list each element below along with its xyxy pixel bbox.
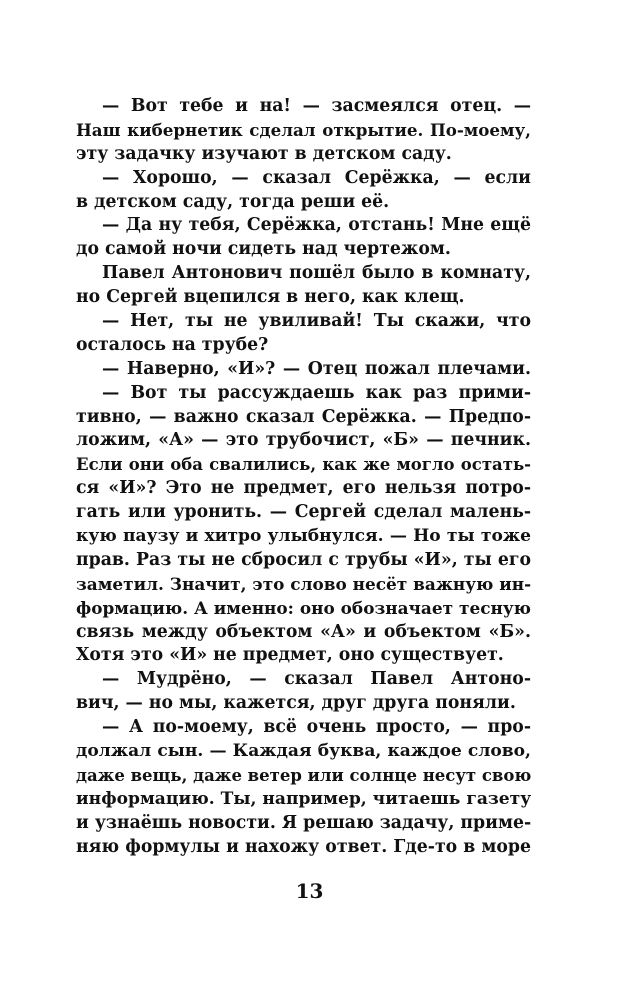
body-text [76, 95, 531, 860]
text-line: — А по-моему, всё очень просто, — про- [102, 717, 531, 738]
text-line: ся «И»? Это не предмет, его нельзя потро- [76, 478, 531, 499]
text-line: — Нет, ты не увиливай! Ты скажи, что [102, 311, 531, 332]
text-line: вич, — но мы, кажется, друг друга поняли. [76, 693, 516, 714]
text-line: кую паузу и хитро улыбнулся. — Но ты тоже [76, 526, 531, 547]
text-line: — Вот тебе и на! — засмеялся отец. — [102, 96, 531, 116]
text-line: Если они оба свалились, как же могло остать- [76, 455, 531, 475]
page-number: 13 [295, 879, 324, 903]
text-line: — Наверно, «И»? — Отец пожал плечами. [102, 358, 531, 379]
text-line: Хотя это «И» не предмет, оно существует. [76, 645, 504, 666]
text-line: няю формулы и нахожу ответ. Где-то в море [76, 836, 531, 857]
text-line: — Хорошо, — сказал Серёжка, — если [102, 167, 531, 188]
text-line: информацию. Ты, например, читаешь газету [76, 788, 532, 809]
text-line: но Сергей вцепился в него, как клещ. [76, 287, 465, 308]
text-line: ложим, «А» — это трубочист, «Б» — печник. [76, 430, 531, 451]
text-line: — Мудрёно, — сказал Павел Антоно- [102, 669, 531, 690]
text-line: формацию. А именно: оно обозначает тесную [76, 597, 531, 618]
text-line: Павел Антонович пошёл было в комнату, [102, 263, 531, 284]
text-line: Наш кибернетик сделал открытие. По-моему, [76, 119, 531, 140]
text-line: прав. Раз ты не сбросил с трубы «И», ты его [76, 549, 531, 570]
text-line: связь между объектом «А» и объектом «Б». [76, 621, 531, 642]
text-line: и узнаёшь новости. Я решаю задачу, приме- [76, 812, 532, 833]
text-line: должал сын. — Каждая буква, каждое слово, [76, 741, 531, 762]
text-line: — Да ну тебя, Серёжка, отстань! Мне ещё [102, 215, 531, 236]
text-line: гать или уронить. — Сергей сделал малень- [76, 502, 531, 523]
text-line: эту задачку изучают в детском саду. [76, 143, 452, 164]
text-line: тивно, — важно сказал Серёжка. — Предпо- [76, 406, 531, 427]
text-line: заметил. Значит, это слово несёт важную ин- [76, 573, 532, 594]
text-line: даже вещь, даже ветер или солнце несут свою [76, 765, 532, 785]
text-line: до самой ночи сидеть над чертежом. [76, 239, 451, 260]
text-line: в детском саду, тогда реши её. [76, 191, 390, 212]
text-line: — Вот ты рассуждаешь как раз прими- [102, 382, 531, 403]
text-line: осталось на трубе? [76, 334, 269, 355]
